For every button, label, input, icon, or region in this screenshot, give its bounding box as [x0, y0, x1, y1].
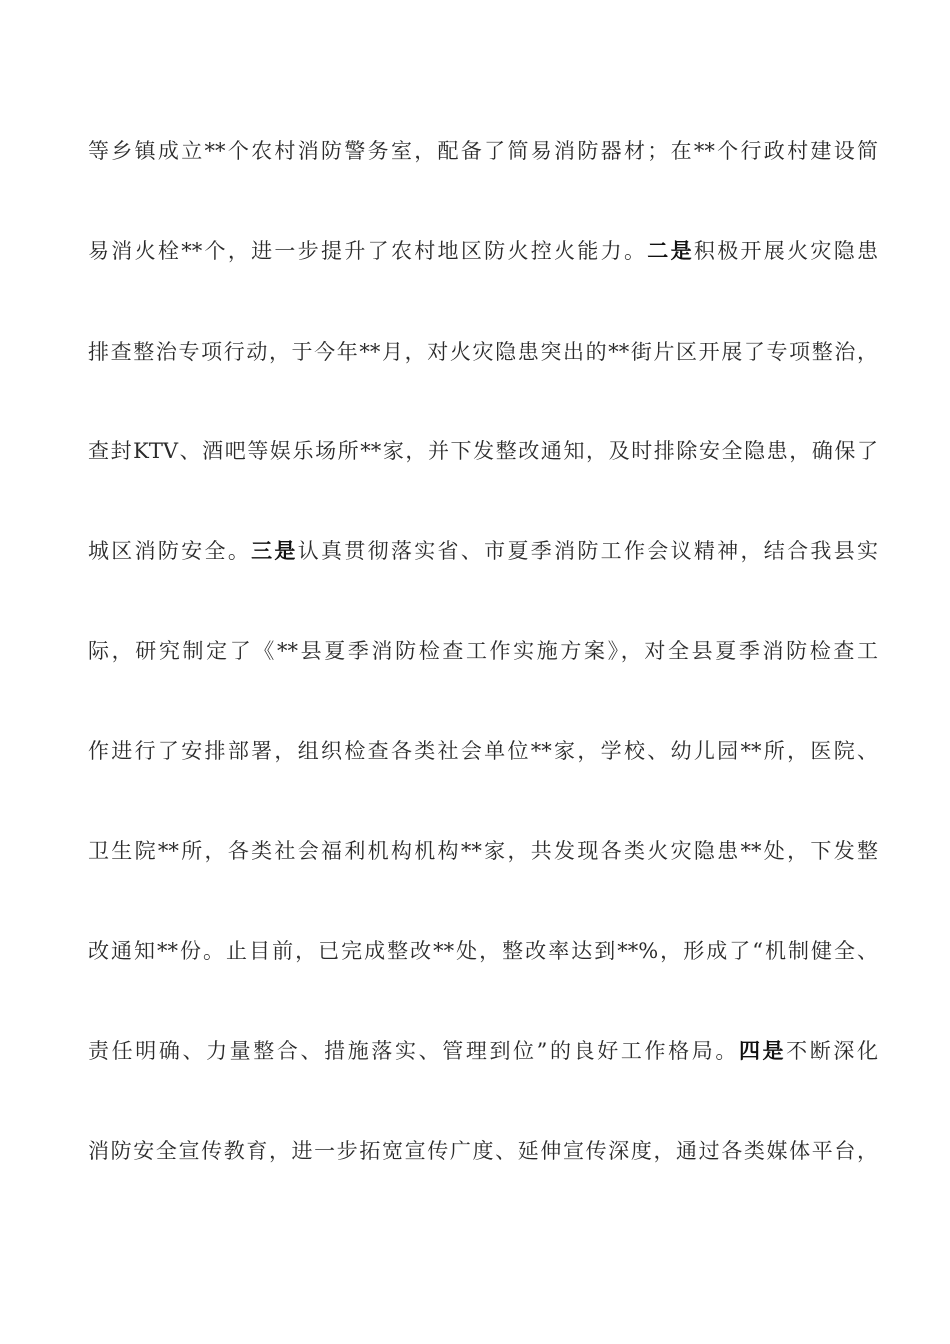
paragraph-line-1	[88, 134, 878, 168]
line-text: 不断深化	[786, 1039, 879, 1063]
line-text: 际，研究制定了《**县夏季消防检查工作实施方案》，对全县夏季消防检查工	[88, 639, 878, 663]
line-text: 作进行了安排部署，组织检查各类社会单位**家，学校、幼儿园**所，医院、	[88, 739, 878, 763]
bold-marker: 三是	[251, 538, 298, 563]
paragraph-line-11	[88, 1134, 878, 1168]
paragraph-line-4	[88, 434, 878, 468]
paragraph-line-8	[88, 834, 878, 868]
line-text: 积极开展火灾隐患	[693, 239, 879, 263]
paragraph-line-5	[88, 534, 878, 568]
line-text: 改通知**份。止目前，已完成整改**处，整改率达到**%，形成了“机制健全、	[88, 939, 878, 963]
paragraph-line-3	[88, 335, 878, 369]
line-text: 卫生院**所，各类社会福利机构机构**家，共发现各类火灾隐患**处，下发整	[88, 839, 878, 863]
paragraph-line-2	[88, 234, 878, 268]
line-text: 排查整治专项行动，于今年**月，对火灾隐患突出的**街片区开展了专项整治，	[88, 340, 878, 364]
line-text: 城区消防安全。	[88, 539, 252, 563]
paragraph-line-7	[88, 734, 878, 768]
line-text: 查封KTV、酒吧等娱乐场所**家，并下发整改通知，及时排除安全隐患，确保了	[88, 439, 878, 463]
line-text: 等乡镇成立**个农村消防警务室，配备了简易消防器材；在**个行政村建设简	[88, 139, 878, 163]
line-text: 认真贯彻落实省、市夏季消防工作会议精神，结合我县实	[297, 539, 879, 563]
paragraph-line-6	[88, 634, 878, 668]
paragraph-line-9	[88, 934, 878, 968]
line-text: 消防安全宣传教育，进一步拓宽宣传广度、延伸宣传深度，通过各类媒体平台，	[88, 1139, 878, 1163]
line-text: 易消火栓**个，进一步提升了农村地区防火控火能力。	[88, 239, 648, 263]
paragraph-line-10	[88, 1034, 878, 1068]
line-text: 责任明确、力量整合、措施落实、管理到位”的良好工作格局。	[88, 1039, 739, 1063]
bold-marker: 四是	[738, 1038, 787, 1063]
bold-marker: 二是	[647, 238, 694, 263]
